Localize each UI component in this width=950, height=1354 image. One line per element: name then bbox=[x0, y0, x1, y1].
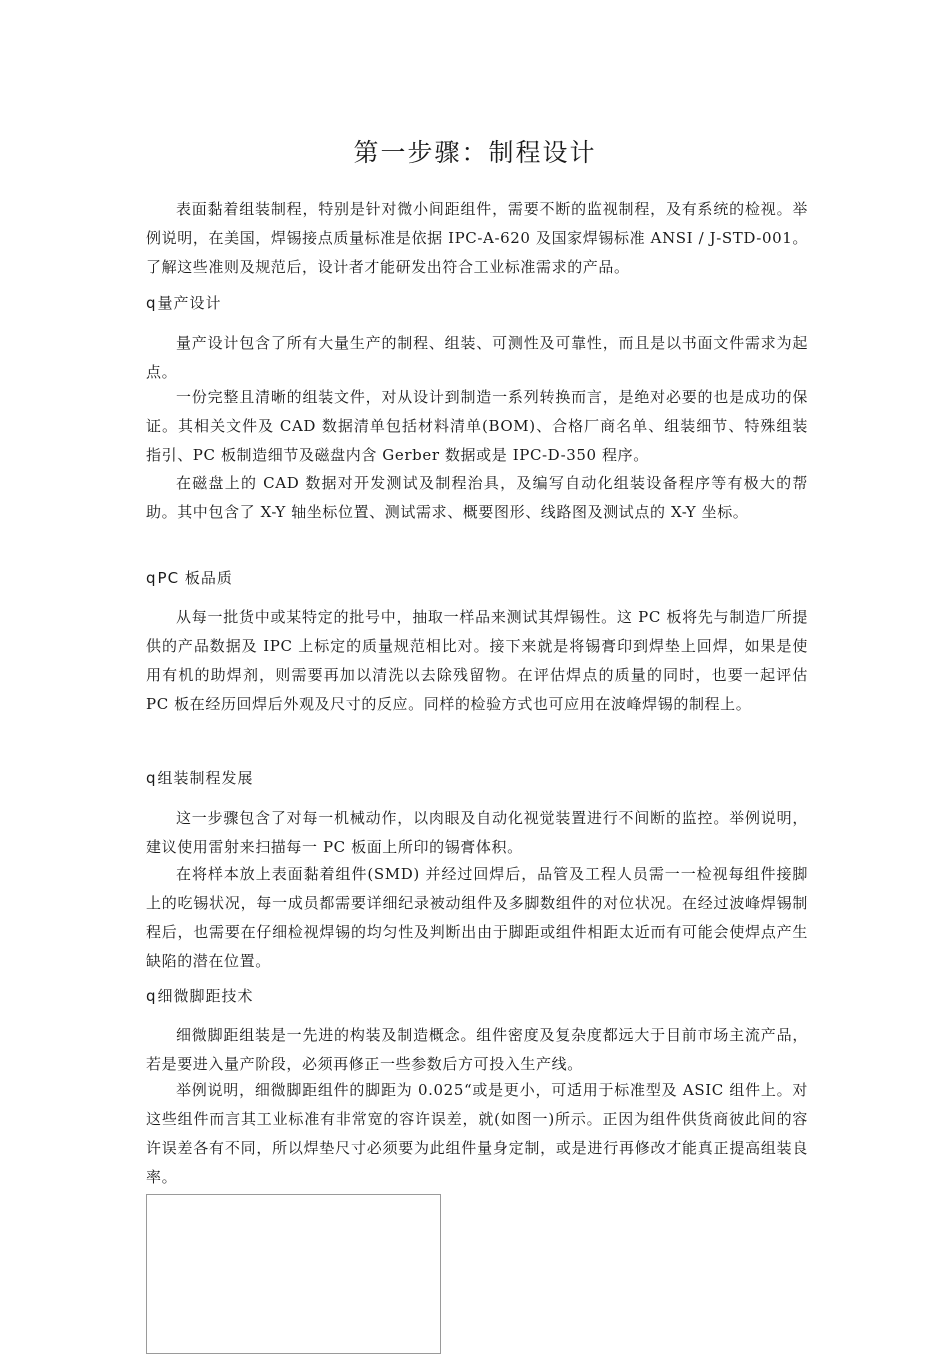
section-heading-fine-pitch bbox=[146, 984, 254, 1008]
section-heading-assembly-process bbox=[146, 766, 254, 790]
section-heading-mass-production bbox=[146, 291, 222, 315]
paragraph: 这一步骤包含了对每一机械动作，以肉眼及自动化视觉装置进行不间断的监控。举例说明，建议使用雷射来扫描每一 PC 板面上所印的锡膏体积。 bbox=[146, 809, 808, 856]
paragraph: 从每一批货中或某特定的批号中，抽取一样品来测试其焊锡性。这 PC 板将先与制造厂所提供的产品数据及 IPC 上标定的质量规范相比对。接下来就是将锡膏印到焊垫上回焊，如果是使用有机的助焊剂，则需要再加以清洗以去除残留物。在评估焊点的质量的同时，也要一起评估 PC 板在经历回焊后外观及尺寸的反应。同样的检验方式也可应用在波峰焊锡的制程上。 bbox=[146, 608, 808, 713]
page-title: 第一步骤：制程设计 bbox=[353, 138, 597, 167]
paragraph: 在磁盘上的 CAD 数据对开发测试及制程治具，及编写自动化组装设备程序等有极大的帮助。其中包含了 X-Y 轴坐标位置、测试需求、概要图形、线路图及测试点的 X-Y 坐标。 bbox=[146, 474, 808, 521]
section-heading-label: 细微脚距技术 bbox=[157, 987, 254, 1005]
section-heading-pcb-quality bbox=[146, 566, 233, 590]
figure-placeholder bbox=[146, 1194, 441, 1354]
paragraph: 举例说明，细微脚距组件的脚距为 0.025“或是更小，可适用于标准型及 ASIC 组件上。对这些组件而言其工业标准有非常宽的容许误差，就(如图一)所示。正因为组件供货商彼此间的容许误差各有不同，所以焊垫尺寸必须要为此组件量身定制，或是进行再修改才能真正提高组装良率。 bbox=[146, 1081, 808, 1186]
section-heading-label: PC 板品质 bbox=[157, 569, 233, 587]
bullet-marker: q bbox=[146, 769, 157, 787]
paragraph: 量产设计包含了所有大量生产的制程、组装、可测性及可靠性，而且是以书面文件需求为起点。 bbox=[146, 334, 808, 381]
paragraph: 细微脚距组装是一先进的构装及制造概念。组件密度及复杂度都远大于目前市场主流产品，若是要进入量产阶段，必须再修正一些参数后方可投入生产线。 bbox=[146, 1026, 808, 1073]
section-heading-label: 组装制程发展 bbox=[157, 769, 254, 787]
bullet-marker: q bbox=[146, 987, 157, 1005]
intro-paragraph: 表面黏着组装制程，特别是针对微小间距组件，需要不断的监视制程，及有系统的检视。举例说明，在美国，焊锡接点质量标准是依据 IPC-A-620 及国家焊锡标准 ANSI / J-STD-001。了解这些准则及规范后，设计者才能研发出符合工业标准需求的产品。 bbox=[146, 200, 808, 276]
section-heading-label: 量产设计 bbox=[157, 294, 222, 312]
paragraph: 一份完整且清晰的组装文件，对从设计到制造一系列转换而言，是绝对必要的也是成功的保证。其相关文件及 CAD 数据清单包括材料清单(BOM)、合格厂商名单、组装细节、特殊组装指引、PC 板制造细节及磁盘内含 Gerber 数据或是 IPC-D-350 程序。 bbox=[146, 388, 808, 464]
paragraph: 在将样本放上表面黏着组件(SMD) 并经过回焊后，品管及工程人员需一一检视每组件接脚上的吃锡状况，每一成员都需要详细纪录被动组件及多脚数组件的对位状况。在经过波峰焊锡制程后，也需要在仔细检视焊锡的均匀性及判断出由于脚距或组件相距太近而有可能会使焊点产生缺陷的潜在位置。 bbox=[146, 865, 808, 970]
bullet-marker: q bbox=[146, 569, 157, 587]
bullet-marker: q bbox=[146, 294, 157, 312]
